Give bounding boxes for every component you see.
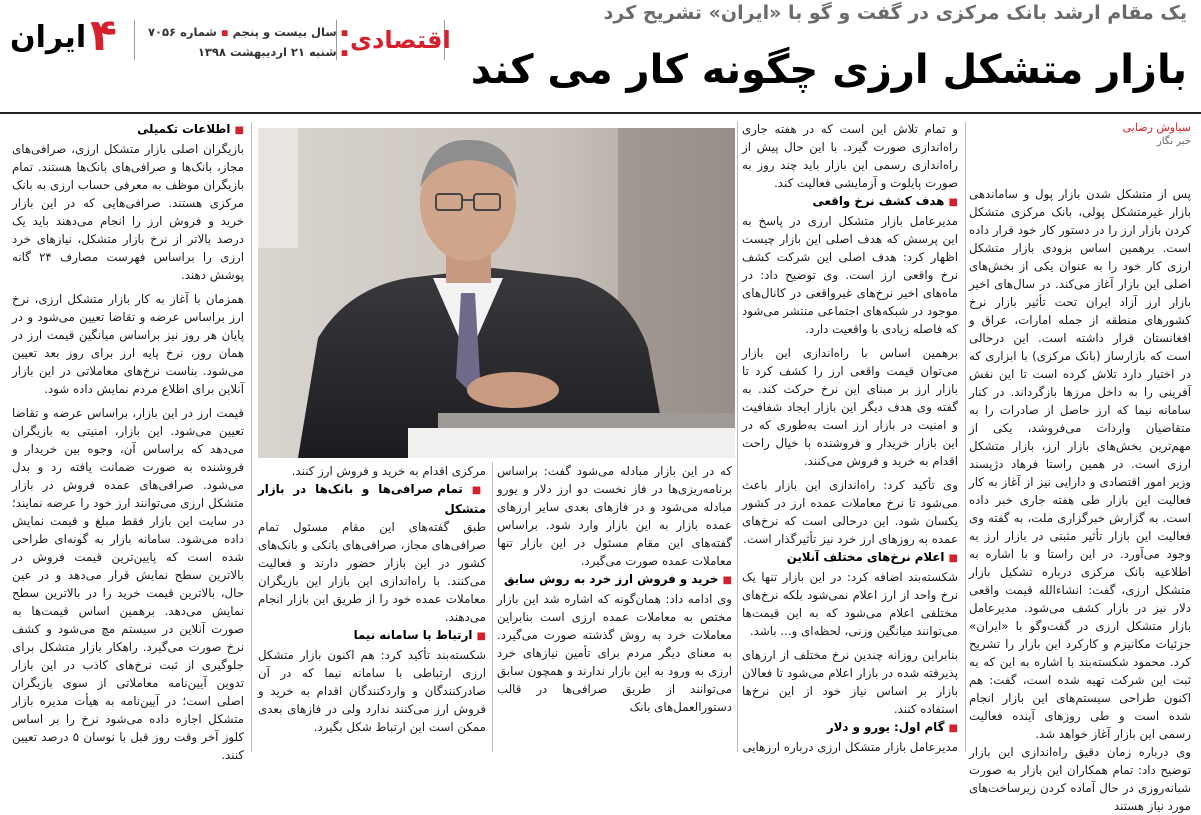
col2-p6: مدیرعامل بازار متشکل ارزی درباره ارزهایی — [742, 740, 958, 754]
masthead-divider-3 — [134, 20, 135, 60]
section-label: اقتصادی — [350, 26, 451, 54]
sidebar-p3: قیمت ارز در این بازار، براساس عرضه و تقاضا تعیین می‌شود. این بازار، امنیتی به بازیگران می‌دهد که براساس آن، وجوه بین خریدار و فروشنده به صورت ضمانت یافته رد و بدل می‌شود. صرافی‌های عمده فروش در بازار متشکل ارزی می‌توانند ارز خود را عرضه نمایند؛ در سایت این بازار فقط مبلغ و قیمت نمایش داده می‌شود. سامانه بازار به گونه‌ای طراحی شده است که پایین‌ترین قیمت فروش در بالاترین سطح نمایش قرار می‌دهد و در عین حال، بالاترین قیمت خرید را در بالاترین سطح نمایش می‌دهد. برهمین اساس قیمت‌ها به صورت آنلاین در سیستم مچ می‌شود و کشف نرخ صورت می‌گیرد. راهکار بازار متشکل برای جلوگیری از ثبت نرخ‌های کاذب در این بازار تدوین آیین‌نامه معاملاتی از سوی بازیگران اصلی است؛ در آیین‌نامه به هیأت مدیره بازار متشکل اجازه داده می‌شود نرخ را بر اساس کلوز آخر وقت روز قبل با نوسان ۵ درصد تعیین کنند. — [12, 406, 245, 762]
masthead — [0, 0, 1201, 112]
sidebar-heading: ■ اطلاعات تکمیلی — [137, 122, 244, 136]
date-line: شنبه ۲۱ اردیبهشت ۱۳۹۸ — [197, 45, 337, 59]
col4-subheading-2: ■ ارتباط با سامانه نیما — [353, 628, 486, 642]
issue-number: شماره ۷۰۵۶ — [148, 25, 217, 39]
byline-role: خبر نگار — [1156, 136, 1191, 147]
col4-p2: طبق گفته‌های این مقام مسئول تمام صرافی‌های مجاز، صرافی‌های بانکی و بانک‌های کشور در این بازار حضور دارند و فعالیت می‌کنند. با راه‌اندازی این بازار این بازیگران معاملات عمده خود را از طریق این بازار انجام می‌دهند. — [258, 520, 486, 624]
col2-p5: بنابراین روزانه چندین نرخ مختلف از ارزهای پذیرفته شده در بازار اعلام می‌شود تا فعالان بازار بر اساس نیاز خود از این نرخ‌ها استفاده کنند. — [742, 648, 958, 716]
col4-p1: مرکزی اقدام به خرید و فروش ارز کنند. — [291, 464, 486, 478]
col2-subheading-1: ■ هدف کشف نرخ واقعی — [812, 194, 958, 208]
column-1 — [969, 120, 1191, 813]
col4-p3: شکسته‌بند تأکید کرد: هم اکنون بازار متشکل ارزی ارتباطی با سامانه نیما که در آن صادرکنندگان و واردکنندگان اقدام به خرید و فروش ارز می‌کنند ندارد ولی در فازهای بعدی ممکن است این ارتباط شکل بگیرد. — [258, 648, 486, 734]
brand-logo: ایران — [10, 20, 87, 55]
col3-p2: وی ادامه داد: همان‌گونه که اشاره شد این بازار مختص به معاملات عمده ارزی است بنابراین معاملات خرد به روش گذشته صورت می‌گیرد. به معنای دیگر مردم برای تأمین نیازهای خرد ارزی به ورود به این بازار ندارند و همچون سابق می‌توانند از طریق صرافی‌ها در قالب دستورالعمل‌های بانک — [497, 592, 732, 714]
sidebar-column — [12, 120, 245, 762]
column-3 — [497, 462, 732, 752]
headline: بازار متشکل ارزی چگونه کار می کند — [470, 47, 1187, 93]
column-2 — [742, 120, 958, 756]
issue-line: سال بیست و پنجم — [232, 25, 337, 39]
col2-subheading-3: ■ گام اول: یورو و دلار — [826, 720, 958, 734]
col4-subheading-1: ■ تمام صرافی‌ها و بانک‌ها در بازار متشکل — [258, 482, 487, 516]
top-rule — [0, 112, 1201, 114]
column-separator — [492, 462, 493, 752]
subhead: یک مقام ارشد بانک مرکزی در گفت و گو با «ایران» تشریح کرد — [603, 2, 1187, 24]
interview-photo — [258, 128, 735, 458]
col2-p1: مدیرعامل بازار متشکل ارزی در پاسخ به این پرسش که هدف اصلی این بازار چیست اظهار کرد: هدف اصلی این شرکت کشف نرخ واقعی ارز است. وی توضیح داد: در ماه‌های اخیر نرخ‌های غیرواقعی در کانال‌های موجود در شبکه‌های اجتماعی منتشر می‌شود که فاصله زیادی با واقعیت دارد. — [742, 214, 958, 336]
column-separator — [251, 122, 252, 752]
column-4 — [258, 462, 486, 752]
col2-subheading-2: ■ اعلام نرخ‌های مختلف آنلاین — [786, 550, 958, 564]
issue-meta: ▪ سال بیست و پنجم ▪ شماره ۷۰۵۶ ▪ شنبه ۲۱ اردیبهشت ۱۳۹۸ — [148, 25, 349, 59]
col2-p3: وی تأکید کرد: راه‌اندازی این بازار باعث می‌شود تا نرخ معاملات عمده ارز در کشور یکسان شود. این درحالی است که نرخ‌های عمده به روز‌های ارز خرد نیز تأثیرگذار است. — [742, 478, 958, 546]
col1-p2: وی درباره زمان دقیق راه‌اندازی این بازار توضیح داد: تمام همکاران این بازار به صورت شبانه‌روزی در حال آماده کردن زیرساخت‌های مورد نیاز هستند — [969, 745, 1191, 813]
col1-intro: پس از متشکل شدن بازار پول و ساماندهی بازار غیرمتشکل پولی، بانک مرکزی متشکل کردن بازار ارز را در دستور کار خود قرار داده است. برهمین اساس بزودی بازار متشکل ارزی کار خود را به عنوان یکی از بخش‌های اصلی این بازار آغاز می‌کند. در سال‌های اخیر بازار ارز آزاد ایران تحت تأثیر بازار نرخ کشورهای منطقه از جمله امارات، عراق و افغانستان قرار داشته است. این درحالی است که بازار‌ساز (بانک مرکزی) با ابزاری که در اختیار دارد تلاش کرده است تا این نقش آفرینی را به داخل مرزها بازگرداند. در کنار سامانه نیما که ارز حاصل از صادرات را به متقاضیان واردات می‌فروشد، یکی از مهم‌ترین بخش‌های بازار ارز، بازار متشکل ارزی است. در همین راستا فرهاد دژپسند وزیر امور اقتصادی و دارایی نیز از آغاز به کار فعالیت این بازار طی هفته جاری خبر داده است. به گزارش خبرگزاری ملت، به گفته وی فعالیت این بازار تأثیر مثبتی در بازار ارز به وجود می‌آورد. در این راستا و با اشاره به اطلاعیه بانک مرکزی درباره تشکیل بازار متشکل ارزی، گفت: انشاءالله قیمت واقعی دلار نیز در بازار کشف می‌شود. مدیرعامل بازار متشکل ارزی در گفت‌وگو با «ایران» جزئیات مکانیزم و کارکرد این بازار را تشریح کرد. محمود شکسته‌بند با اشاره به این که به ثبت این شرکت تهیه شده است، گفت: هم اکنون طراحی سیستم‌های این بازار انجام شده است و طی روزهای آینده فعالیت رسمی این بازار آغاز خواهد شد. — [969, 187, 1191, 741]
col2-intro: و تمام تلاش این است که در هفته جاری راه‌اندازی صورت گیرد. با این حال پیش از راه‌اندازی رسمی این بازار باید چند روز به صورت پایلوت و آزمایشی فعالیت کند. — [742, 122, 958, 190]
byline-author: سیاوش رضایی — [1122, 121, 1191, 134]
col2-p2: برهمین اساس با راه‌اندازی این بازار می‌توان قیمت واقعی ارز را کشف کرد تا بازار ارز بر مبنای این نرخ حرکت کند. به گفته وی هدف دیگر این بازار ایجاد شفافیت و امنیت در بازار ارز است به‌طوری که در این بازار خریدار و فروشنده با خیال راحت اقدام به خرید و فروش می‌کنند. — [742, 346, 958, 468]
col3-subheading-1: ■ خرید و فروش ارز خرد به روش سابق — [503, 572, 732, 586]
page-number: ۴ — [90, 10, 117, 61]
col2-p4: شکسته‌بند اضافه کرد: در این بازار تنها یک نرخ واحد از ارز اعلام نمی‌شود بلکه نرخ‌های مختلفی اعلام می‌شود که به این قیمت‌ها می‌توانند میانگین وزنی، لحظه‌ای و... باشد. — [742, 570, 958, 638]
col3-p1: که در این بازار مبادله می‌شود گفت: براساس برنامه‌ریزی‌ها در فاز نخست دو ارز دلار و یورو مبادله می‌شود و در فازهای بعدی سایر ارزهای عمده بازار به این بازار وارد شود. براساس گفته‌های این مقام مسئول در این بازار تنها معاملات عمده صورت می‌گیرد. — [497, 464, 732, 568]
sidebar-p2: همزمان با آغاز به کار بازار متشکل ارزی، نرخ ارز براساس عرضه و تقاضا تعیین می‌شود و در پایان هر روز نیز براساس میانگین قیمت ارز در همان روز، نرخ پایه ارز برای روز بعد تعیین می‌شود. بناست نرخ‌های معاملاتی در این بازار آنلاین برای اطلاع مردم نمایش داده شود. — [12, 292, 244, 396]
column-separator — [965, 122, 966, 752]
portrait-image — [258, 128, 735, 458]
column-separator — [737, 122, 738, 752]
sidebar-p1: بازیگران اصلی بازار متشکل ارزی، صرافی‌های مجاز، بانک‌ها و صرافی‌های بانک‌ها هستند. تمام بازیگران موظف به معرفی حساب ارزی به بانک مرکزی هستند. صرافی‌هایی که در این بازار خرید و فروش ارز را انجام می‌دهند باید یک درصد بالاتر از نرخ بازار متشکل، نیازهای خرد ارزی را براساس فهرست مصارف ۲۴ گانه پوشش دهند. — [12, 142, 244, 282]
